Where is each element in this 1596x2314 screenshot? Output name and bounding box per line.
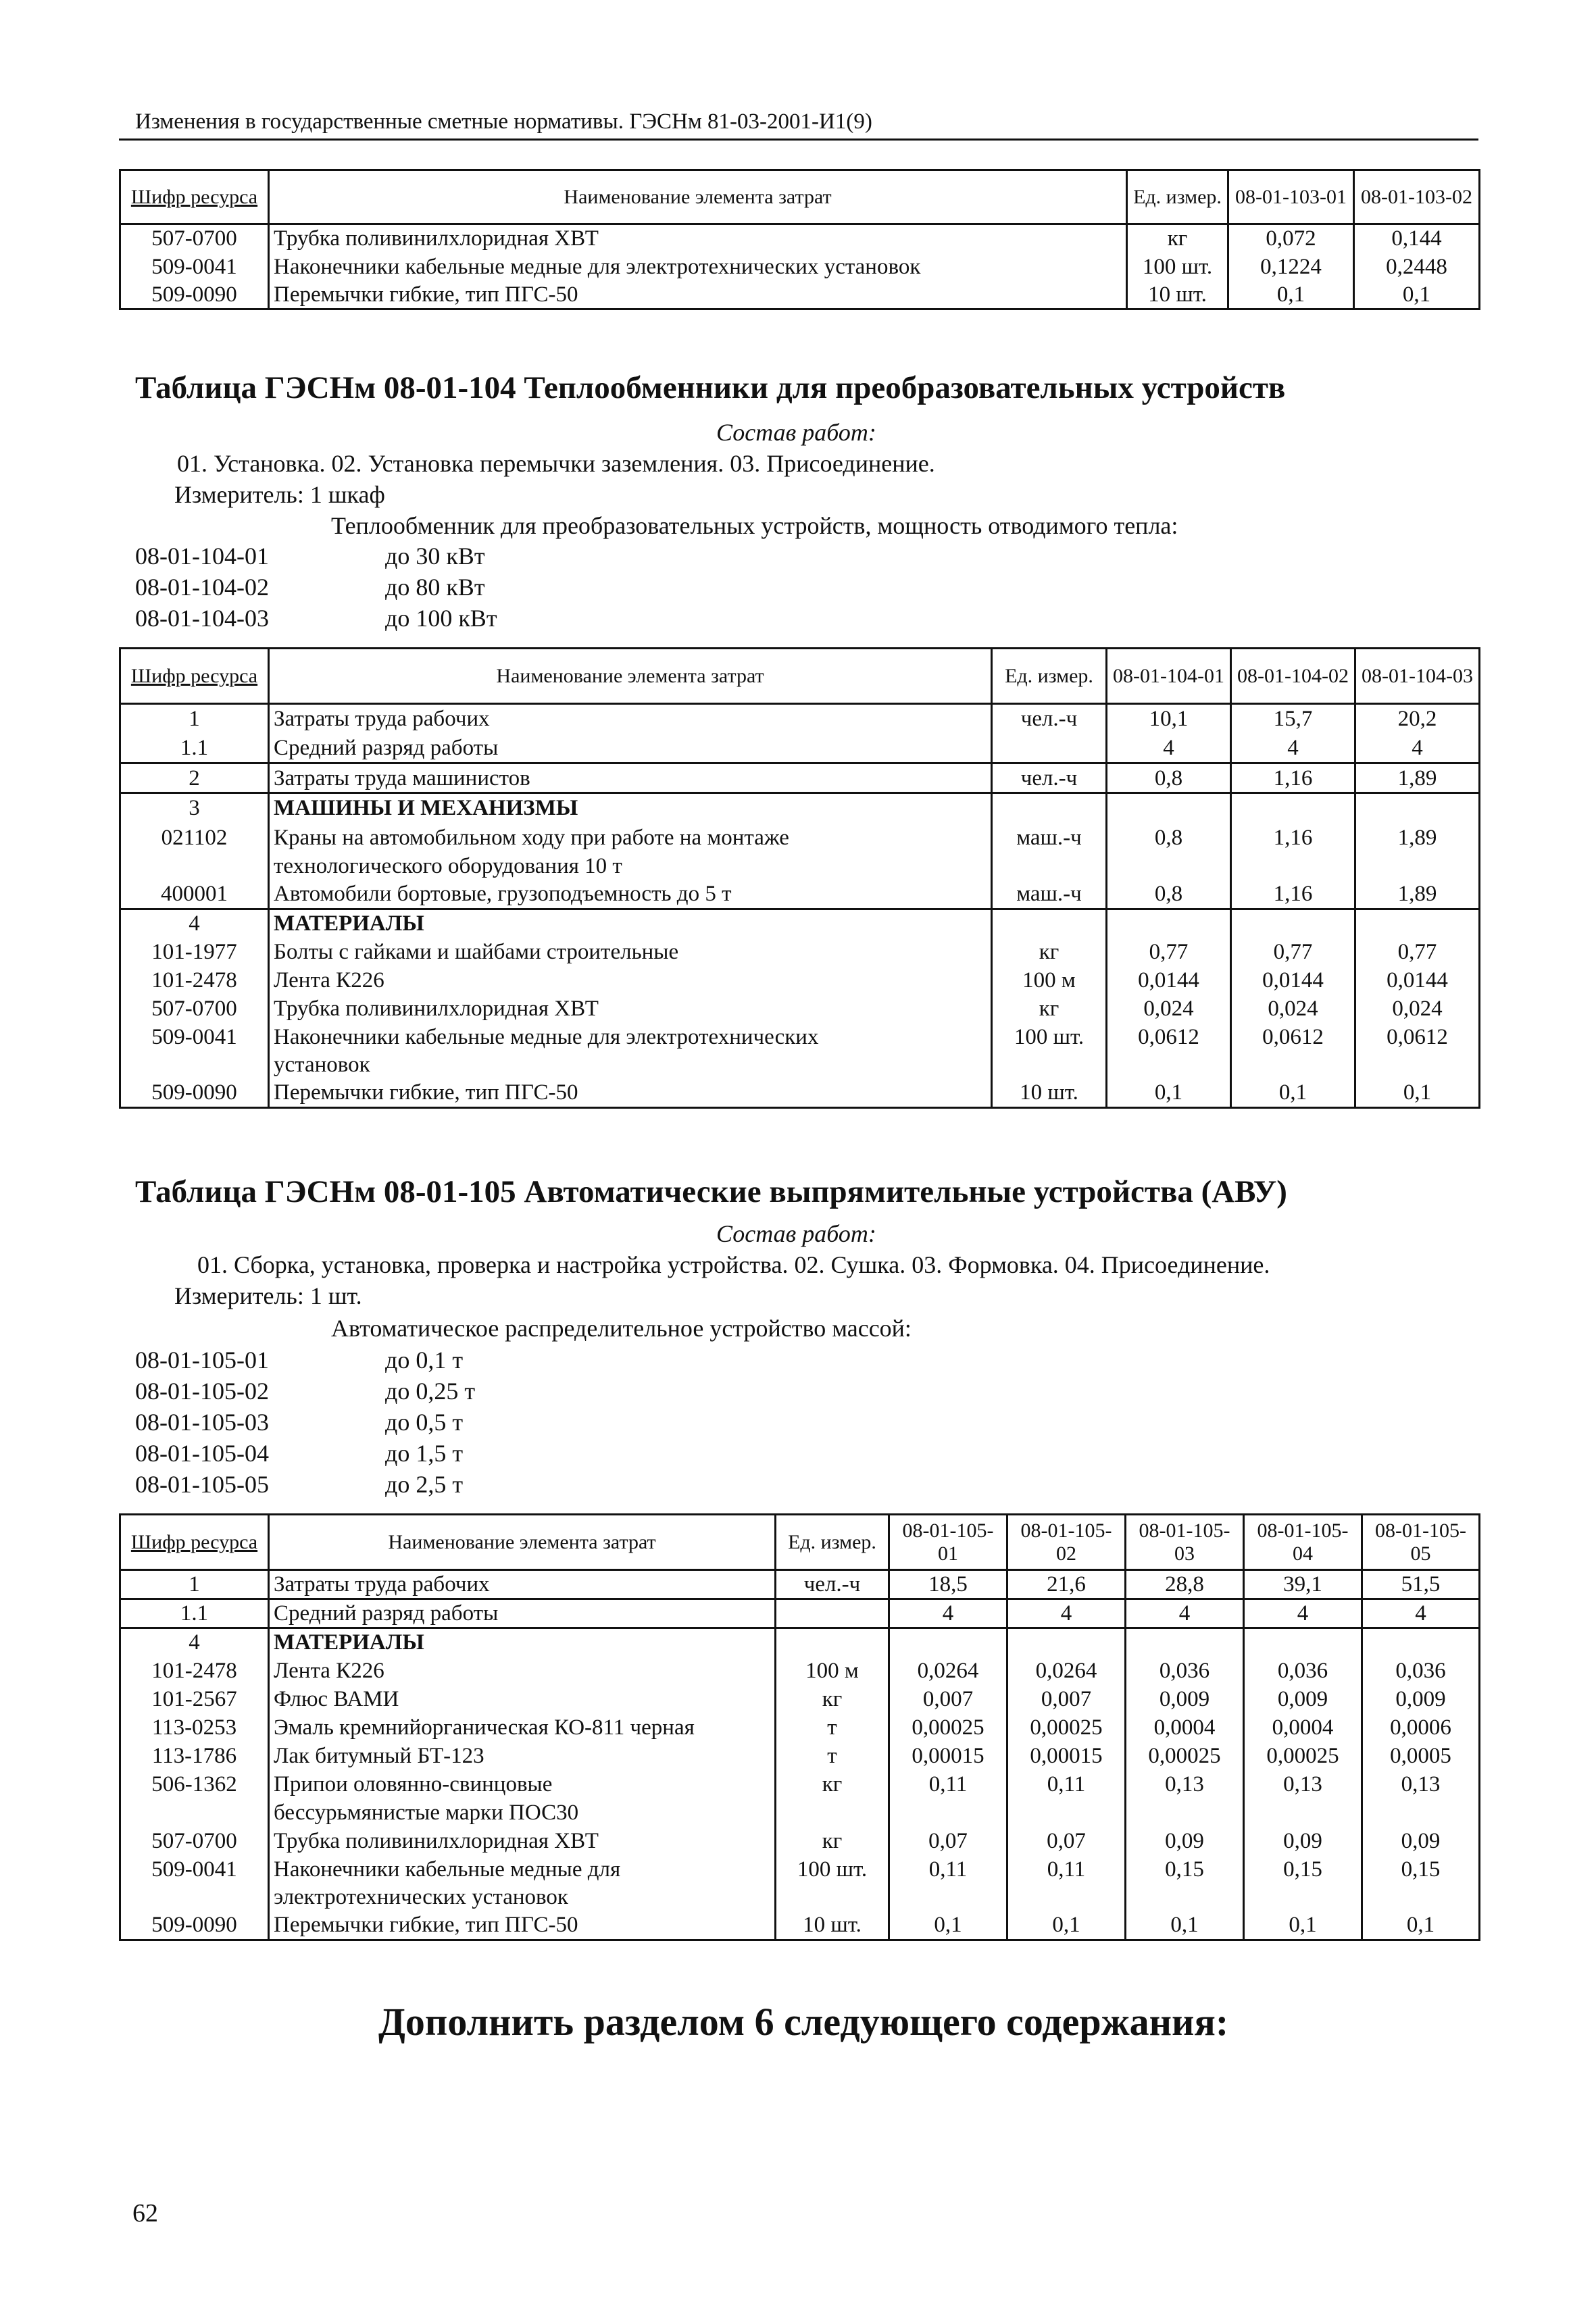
- table-row: 509-0090 Перемычки гибкие, тип ПГС-50 10 шт. 0,1 0,1: [120, 281, 1480, 309]
- table-row: 1 Затраты труда рабочих чел.-ч 10,1 15,7 20,2: [120, 704, 1480, 734]
- header-norm: 08-01-105-04: [1244, 1515, 1362, 1570]
- table-row: 113-0253 Эмаль кремнийорганическая КО-811 черная т 0,00025 0,00025 0,0004 0,0004 0,0006: [120, 1713, 1480, 1742]
- table-row: установок: [120, 1051, 1480, 1078]
- table-row: 2 Затраты труда машинистов чел.-ч 0,8 1,16 1,89: [120, 763, 1480, 793]
- header-norm: 08-01-104-03: [1355, 649, 1480, 704]
- table-row: 1 Затраты труда рабочих чел.-ч 18,5 21,6 28,8 39,1 51,5: [120, 1570, 1480, 1599]
- header-unit: Ед. измер.: [1127, 170, 1228, 224]
- header-norm: 08-01-103-01: [1228, 170, 1354, 224]
- table-row: 4 МАТЕРИАЛЫ: [120, 1628, 1480, 1657]
- header-norm: 08-01-103-02: [1354, 170, 1480, 224]
- table-row: 509-0041 Наконечники кабельные медные для электротехнических установок 100 шт. 0,1224 0,2448: [120, 253, 1480, 281]
- table-row: 3 МАШИНЫ И МЕХАНИЗМЫ: [120, 793, 1480, 823]
- table-row: 101-2478 Лента К226 100 м 0,0264 0,0264 0,036 0,036 0,036: [120, 1657, 1480, 1685]
- table-104-title: Таблица ГЭСНм 08-01-104 Теплообменники для преобразовательных устройств: [135, 370, 1286, 405]
- document-header: Изменения в государственные сметные нормативы. ГЭСНм 81-03-2001-И1(9): [135, 109, 872, 134]
- table-row: 101-2567 Флюс ВАМИ кг 0,007 0,007 0,009 0,009 0,009: [120, 1685, 1480, 1713]
- page-number: 62: [132, 2199, 158, 2228]
- composition-text: 01. Сборка, установка, проверка и настройка устройства. 02. Сушка. 03. Формовка. 04. Присоединение.: [197, 1251, 1270, 1278]
- table-row: 506-1362 Припои оловянно-свинцовые кг 0,11 0,11 0,13 0,13 0,13: [120, 1770, 1480, 1799]
- table-row: 113-1786 Лак битумный БТ-123 т 0,00015 0,00015 0,00025 0,00025 0,0005: [120, 1742, 1480, 1770]
- description-text: Автоматическое распределительное устройство массой:: [331, 1315, 912, 1342]
- composition-text: 01. Установка. 02. Установка перемычки заземления. 03. Присоединение.: [177, 450, 935, 477]
- header-name: Наименование элемента затрат: [269, 1515, 776, 1570]
- code-list: 08-01-105-01 до 0,1 т 08-01-105-02 до 0,25 т 08-01-105-03 до 0,5 т 08-01-105-04 до 1,5 т 08-01-105-05 до 2,5 т: [135, 1347, 476, 1498]
- table-row: 509-0090 Перемычки гибкие, тип ПГС-50 10 шт. 0,1 0,1 0,1: [120, 1078, 1480, 1108]
- header-norm: 08-01-105-05: [1362, 1515, 1480, 1570]
- table-row: 1.1 Средний разряд работы 4 4 4 4 4: [120, 1599, 1480, 1628]
- header-norm: 08-01-105-01: [889, 1515, 1007, 1570]
- measure-text: Измеритель: 1 шт.: [174, 1282, 362, 1309]
- composition-label: Состав работ:: [716, 419, 876, 446]
- table-row: 101-1977 Болты с гайками и шайбами строительные кг 0,77 0,77 0,77: [120, 938, 1480, 966]
- table-103: [119, 169, 1480, 310]
- table-row: технологического оборудования 10 т: [120, 853, 1480, 880]
- header-unit: Ед. измер.: [992, 649, 1107, 704]
- table-row: 509-0041 Наконечники кабельные медные для электротехнических 100 шт. 0,0612 0,0612 0,0612: [120, 1023, 1480, 1051]
- header-rule: [119, 139, 1478, 141]
- table-row: бессурьмянистые марки ПОС30: [120, 1799, 1480, 1827]
- table-row: 509-0090 Перемычки гибкие, тип ПГС-50 10 шт. 0,1 0,1 0,1 0,1 0,1: [120, 1911, 1480, 1940]
- header-code: Шифр ресурса: [120, 170, 269, 224]
- table-row: 101-2478 Лента К226 100 м 0,0144 0,0144 0,0144: [120, 966, 1480, 995]
- table-row: электротехнических установок: [120, 1884, 1480, 1911]
- composition-label: Состав работ:: [716, 1220, 876, 1247]
- header-code: Шифр ресурса: [120, 1515, 269, 1570]
- header-name: Наименование элемента затрат: [269, 170, 1127, 224]
- section-6-title: Дополнить разделом 6 следующего содержания:: [378, 2000, 1229, 2044]
- header-norm: 08-01-104-02: [1231, 649, 1355, 704]
- header-norm: 08-01-104-01: [1107, 649, 1231, 704]
- table-row: 507-0700 Трубка поливинилхлоридная ХВТ кг 0,024 0,024 0,024: [120, 995, 1480, 1023]
- table-row: 509-0041 Наконечники кабельные медные для 100 шт. 0,11 0,11 0,15 0,15 0,15: [120, 1855, 1480, 1884]
- table-row: 1.1 Средний разряд работы 4 4 4: [120, 734, 1480, 763]
- table-row: 507-0700 Трубка поливинилхлоридная ХВТ кг 0,07 0,07 0,09 0,09 0,09: [120, 1827, 1480, 1855]
- code-list: 08-01-104-01 до 30 кВт 08-01-104-02 до 80 кВт 08-01-104-03 до 100 кВт: [135, 543, 497, 632]
- header-code: Шифр ресурса: [120, 649, 269, 704]
- table-row: 4 МАТЕРИАЛЫ: [120, 909, 1480, 938]
- table-row: 507-0700 Трубка поливинилхлоридная ХВТ кг 0,072 0,144: [120, 224, 1480, 253]
- header-unit: Ед. измер.: [776, 1515, 889, 1570]
- table-104: [119, 647, 1480, 1109]
- table-row: 021102 Краны на автомобильном ходу при работе на монтаже маш.-ч 0,8 1,16 1,89: [120, 823, 1480, 853]
- header-name: Наименование элемента затрат: [269, 649, 992, 704]
- header-norm: 08-01-105-03: [1126, 1515, 1244, 1570]
- table-105-title: Таблица ГЭСНм 08-01-105 Автоматические выпрямительные устройства (АВУ): [135, 1174, 1287, 1209]
- table-105: [119, 1513, 1480, 1941]
- description-text: Теплообменник для преобразовательных устройств, мощность отводимого тепла:: [331, 512, 1178, 539]
- header-norm: 08-01-105-02: [1007, 1515, 1126, 1570]
- table-row: 400001 Автомобили бортовые, грузоподъемность до 5 т маш.-ч 0,8 1,16 1,89: [120, 880, 1480, 909]
- measure-text: Измеритель: 1 шкаф: [174, 481, 385, 508]
